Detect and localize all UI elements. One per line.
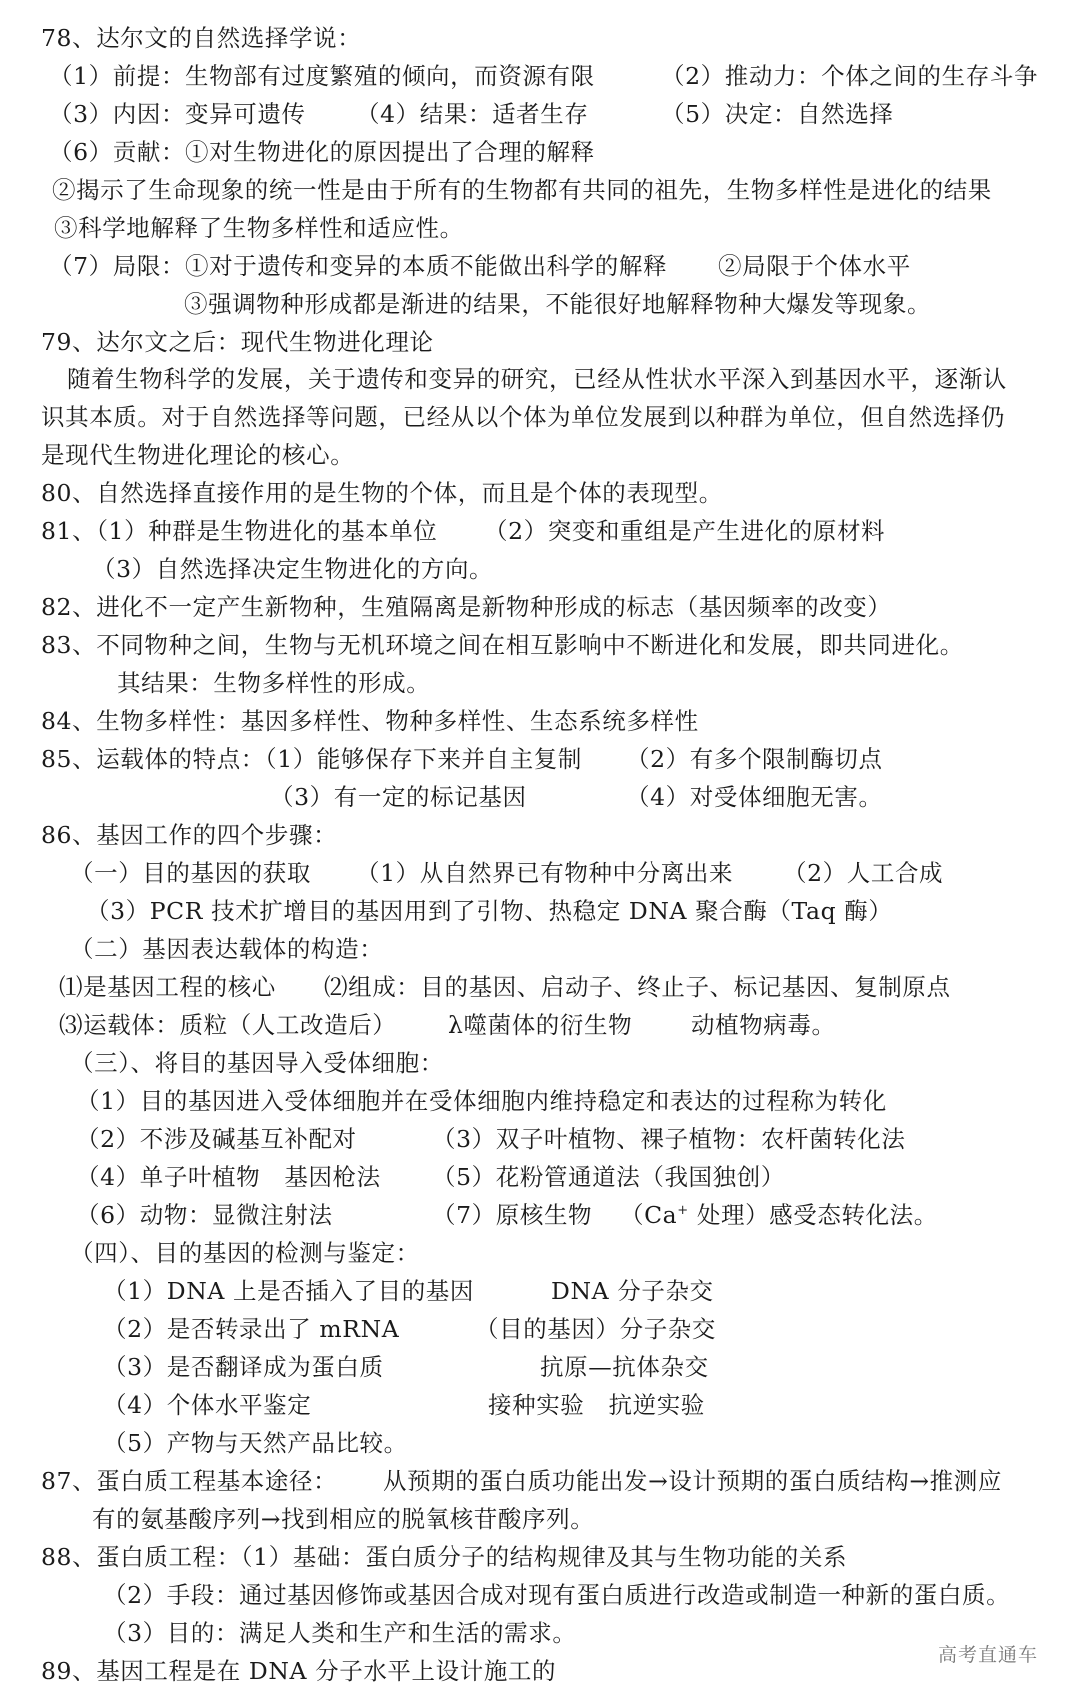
text-line — [0, 436, 1080, 474]
text: （1）目的基因进入受体细胞并在受体细胞内维持稳定和表达的过程称为转化 — [76, 1087, 887, 1115]
text: 有的氨基酸序列→找到相应的脱氧核苷酸序列。 — [92, 1505, 595, 1533]
heading-89 — [0, 1652, 1080, 1690]
text-line — [0, 1234, 1080, 1272]
text — [620, 1196, 938, 1234]
heading-81 — [0, 512, 1080, 550]
text: （5）产物与天然产品比较。 — [103, 1429, 408, 1457]
text: （7）原核生物 — [432, 1201, 593, 1229]
text: 82、进化不一定产生新物种，生殖隔离是新物种形成的标志（基因频率的改变） — [41, 593, 892, 621]
text: （6）贡献：①对生物进化的原因提出了合理的解释 — [49, 138, 595, 166]
text-line — [0, 930, 1080, 968]
text: （3）PCR 技术扩增目的基因用到了引物、热稳定 DNA 聚合酶（Taq 酶） — [86, 897, 893, 925]
text: （1）前提：生物部有过度繁殖的倾向，而资源有限 — [49, 62, 595, 90]
text-line — [0, 550, 1080, 588]
text: 84、生物多样性：基因多样性、物种多样性、生态系统多样性 — [41, 707, 699, 735]
heading-83 — [0, 626, 1080, 664]
text: （5）决定：自然选择 — [661, 100, 894, 128]
text: （2）人工合成 — [783, 859, 944, 887]
text-line — [0, 1500, 1080, 1538]
text-line — [0, 1310, 1080, 1348]
text: （四）、目的基因的检测与鉴定： — [70, 1239, 420, 1267]
text-line — [0, 209, 1080, 247]
text: （2）突变和重组是产生进化的原材料 — [484, 517, 886, 545]
text: 从预期的蛋白质功能出发→设计预期的蛋白质结构→推测应 — [383, 1467, 1002, 1495]
heading-79 — [0, 323, 1080, 361]
text: （3）目的：满足人类和生产和生活的需求。 — [103, 1619, 577, 1647]
text: 87、蛋白质工程基本途径： — [41, 1467, 338, 1495]
text: （三）、将目的基因导入受体细胞： — [70, 1049, 444, 1077]
text: （2）是否转录出了 mRNA — [103, 1315, 400, 1343]
text-line — [0, 1082, 1080, 1120]
heading-87 — [0, 1462, 1080, 1500]
text: （2）有多个限制酶切点 — [626, 745, 883, 773]
text: ②局限于个体水平 — [718, 252, 911, 280]
text: （3）有一定的标记基因 — [270, 783, 527, 811]
text: 88、蛋白质工程：（1）基础：蛋白质分子的结构规律及其与生物功能的关系 — [41, 1543, 848, 1571]
heading-80 — [0, 474, 1080, 512]
text: ⑴是基因工程的核心 — [59, 973, 276, 1001]
text: （4）个体水平鉴定 — [103, 1391, 312, 1419]
text-line — [0, 854, 1080, 892]
heading-86 — [0, 816, 1080, 854]
text: （3）是否翻译成为蛋白质 — [103, 1353, 384, 1381]
text-line — [0, 1006, 1080, 1044]
text: λ噬菌体的衍生物 — [448, 1011, 633, 1039]
text: （4）单子叶植物 基因枪法 — [76, 1163, 381, 1191]
superscript: + — [677, 1203, 689, 1219]
text-line — [0, 133, 1080, 171]
text: 85、运载体的特点：（1）能够保存下来并自主复制 — [41, 745, 583, 773]
text: ③科学地解释了生物多样性和适应性。 — [54, 214, 464, 242]
text-line — [0, 1614, 1080, 1652]
text-line — [0, 1386, 1080, 1424]
text: 接种实验 抗逆实验 — [488, 1391, 705, 1419]
watermark: 高考直通车 — [938, 1644, 1039, 1666]
heading-84 — [0, 702, 1080, 740]
text-line — [0, 285, 1080, 323]
text: （目的基因）分子杂交 — [475, 1315, 716, 1343]
text-line — [0, 360, 1080, 398]
text: （3）内因：变异可遗传 — [49, 100, 306, 128]
text: 随着生物科学的发展，关于遗传和变异的研究，已经从性状水平深入到基因水平，逐渐认 — [67, 365, 1007, 393]
text: 86、基因工作的四个步骤： — [41, 821, 338, 849]
text: 动植物病毒。 — [691, 1011, 836, 1039]
text-line — [0, 778, 1080, 816]
text: （2）手段：通过基因修饰或基因合成对现有蛋白质进行改造或制造一种新的蛋白质。 — [103, 1581, 1011, 1609]
text-line — [0, 57, 1080, 95]
text: （6）动物：显微注射法 — [76, 1201, 333, 1229]
text: （二）基因表达载体的构造： — [70, 935, 384, 963]
heading-78 — [0, 19, 1080, 57]
text: （1）DNA 上是否插入了目的基因 — [103, 1277, 474, 1305]
text-line — [0, 1348, 1080, 1386]
text-line — [0, 968, 1080, 1006]
heading-85 — [0, 740, 1080, 778]
text: ②揭示了生命现象的统一性是由于所有的生物都有共同的祖先，生物多样性是进化的结果 — [52, 176, 992, 204]
text: 处理）感受态转化法。 — [688, 1201, 938, 1229]
heading-88 — [0, 1538, 1080, 1576]
text-line — [0, 1272, 1080, 1310]
text: 78、达尔文的自然选择学说： — [41, 24, 362, 52]
text: ③强调物种形成都是渐进的结果，不能很好地解释物种大爆发等现象。 — [184, 290, 932, 318]
text: （Ca — [620, 1201, 678, 1229]
text: （4）结果：适者生存 — [356, 100, 589, 128]
text-line — [0, 95, 1080, 133]
text-line — [0, 892, 1080, 930]
text-line — [0, 664, 1080, 702]
text-line — [0, 171, 1080, 209]
text: （2）推动力：个体之间的生存斗争 — [661, 62, 1039, 90]
text-line — [0, 1120, 1080, 1158]
text-line — [0, 398, 1080, 436]
text: （一）目的基因的获取 — [70, 859, 311, 887]
text: DNA 分子杂交 — [551, 1277, 714, 1305]
text-line — [0, 1158, 1080, 1196]
text-line — [0, 1196, 1080, 1234]
text: 80、自然选择直接作用的是生物的个体，而且是个体的表现型。 — [41, 479, 723, 507]
text: 79、达尔文之后：现代生物进化理论 — [41, 328, 434, 356]
text: 是现代生物进化理论的核心。 — [41, 441, 355, 469]
text: 识其本质。对于自然选择等问题，已经从以个体为单位发展到以种群为单位，但自然选择仍 — [41, 403, 1005, 431]
heading-82 — [0, 588, 1080, 626]
text: ⑵组成：目的基因、启动子、终止子、标记基因、复制原点 — [324, 973, 951, 1001]
text: （3）双子叶植物、裸子植物：农杆菌转化法 — [432, 1125, 906, 1153]
text: （7）局限：①对于遗传和变异的本质不能做出科学的解释 — [49, 252, 668, 280]
text-line — [0, 1044, 1080, 1082]
text: 83、不同物种之间，生物与无机环境之间在相互影响中不断进化和发展，即共同进化。 — [41, 631, 964, 659]
text: （2）不涉及碱基互补配对 — [76, 1125, 357, 1153]
text-line — [0, 1576, 1080, 1614]
text: 81、（1）种群是生物进化的基本单位 — [41, 517, 438, 545]
text: （5）花粉管通道法（我国独创） — [432, 1163, 785, 1191]
text: 89、基因工程是在 DNA 分子水平上设计施工的 — [41, 1657, 557, 1685]
text: 抗原—抗体杂交 — [540, 1353, 709, 1381]
text: ⑶运载体：质粒（人工改造后） — [59, 1011, 397, 1039]
text: （4）对受体细胞无害。 — [626, 783, 883, 811]
text: 其结果：生物多样性的形成。 — [117, 669, 431, 697]
text: （3）自然选择决定生物进化的方向。 — [92, 555, 494, 583]
text: （1）从自然界已有物种中分离出来 — [356, 859, 734, 887]
text-line — [0, 247, 1080, 285]
text-line — [0, 1424, 1080, 1462]
